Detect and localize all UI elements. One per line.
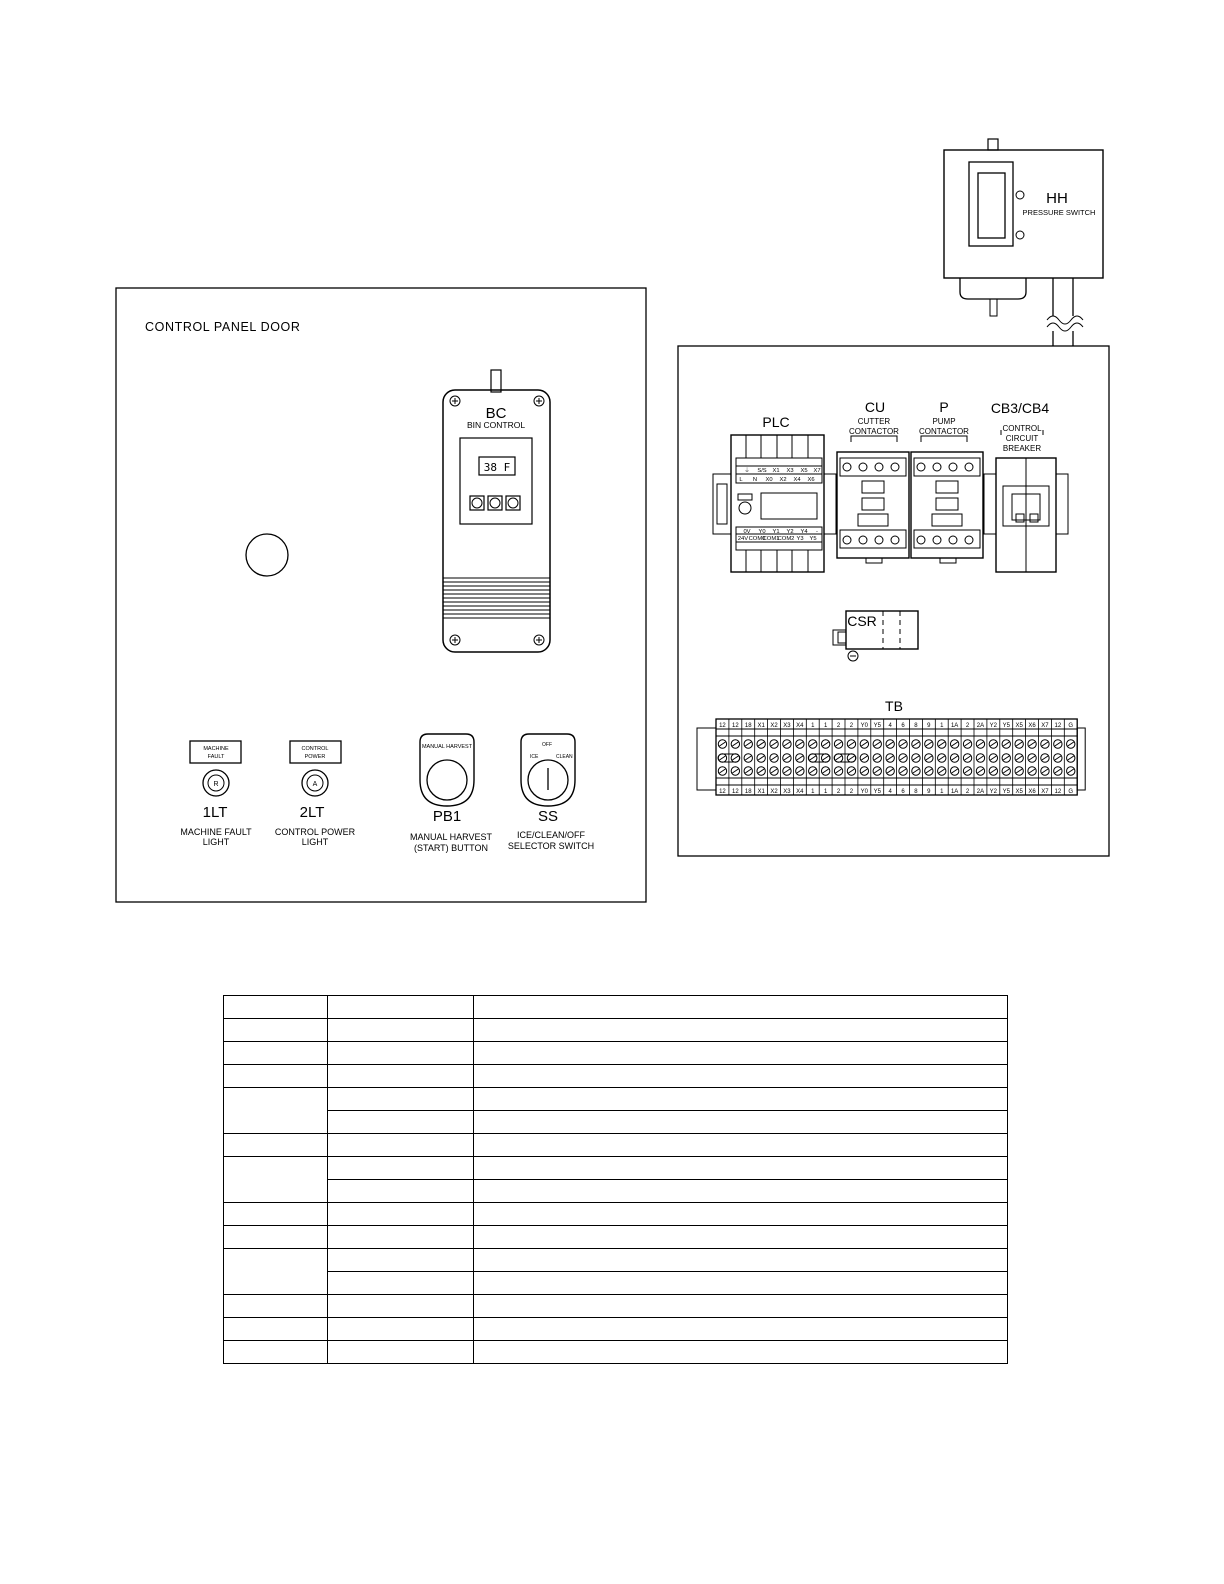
terminal-screw-slot bbox=[952, 742, 958, 746]
terminal-screw-slot bbox=[836, 769, 842, 773]
terminal-screw-slot bbox=[1016, 756, 1022, 760]
terminal-label-top: 6 bbox=[901, 723, 905, 729]
breaker-label: CONTROL bbox=[1002, 424, 1042, 433]
plc-terminal-label: X0 bbox=[765, 477, 773, 483]
terminal-screw-slot bbox=[861, 742, 867, 746]
terminal-screw-slot bbox=[810, 769, 816, 773]
table-row bbox=[224, 1157, 1008, 1180]
terminal-block bbox=[697, 698, 1085, 795]
table-cell bbox=[474, 1272, 1008, 1295]
terminal-screw-slot bbox=[1003, 756, 1009, 760]
light-description-line: LIGHT bbox=[301, 837, 329, 847]
selector-pos-off: OFF bbox=[542, 742, 552, 748]
plc-terminal-label: - bbox=[816, 529, 818, 535]
terminal-screw-slot bbox=[732, 742, 738, 746]
table-row bbox=[224, 1249, 1008, 1272]
light-description-line: MACHINE FAULT bbox=[180, 827, 252, 837]
terminal-screw-slot bbox=[758, 756, 764, 760]
table-cell bbox=[328, 1180, 474, 1203]
control-panel-door bbox=[116, 288, 646, 902]
cutter-contactor-label: CONTACTOR bbox=[849, 427, 899, 436]
terminal-screw-slot bbox=[965, 769, 971, 773]
terminal-label-bottom: X4 bbox=[796, 789, 804, 795]
terminal-screw-slot bbox=[990, 742, 996, 746]
terminal-screw-slot bbox=[732, 769, 738, 773]
table-cell bbox=[474, 1226, 1008, 1249]
light-description-line: LIGHT bbox=[202, 837, 230, 847]
table-row bbox=[224, 1295, 1008, 1318]
terminal-screw-slot bbox=[745, 742, 751, 746]
terminal-label-bottom: X2 bbox=[770, 789, 778, 795]
bin-control-vent-ribs bbox=[443, 578, 550, 618]
terminal-screw-slot bbox=[1029, 756, 1035, 760]
terminal-label-bottom: Y0 bbox=[860, 789, 869, 795]
terminal-screw-slot bbox=[977, 742, 983, 746]
table-cell bbox=[224, 1134, 328, 1157]
terminal-screw-slot bbox=[823, 742, 829, 746]
terminal-label-bottom: 12 bbox=[719, 789, 726, 795]
terminal-screw-slot bbox=[913, 742, 919, 746]
terminal-label-top: 1 bbox=[811, 723, 815, 729]
pump-contactor-label: CONTACTOR bbox=[919, 427, 969, 436]
terminal-label-top: 12 bbox=[719, 723, 726, 729]
terminal-screw-slot bbox=[784, 769, 790, 773]
pump-contactor-label: PUMP bbox=[932, 417, 956, 426]
csr-tag: CSR bbox=[847, 613, 877, 629]
table-cell bbox=[224, 1203, 328, 1226]
terminal-label-top: 2 bbox=[965, 723, 970, 729]
terminal-label-top: 2 bbox=[836, 723, 841, 729]
machine-fault-lens-letter: R bbox=[213, 781, 219, 788]
terminal-screw-slot bbox=[874, 756, 880, 760]
cutter-contactor bbox=[837, 399, 909, 563]
bin-control-tag: BC bbox=[485, 405, 507, 422]
pushbutton-tag: PB1 bbox=[432, 808, 462, 825]
terminal-label-bottom: 9 bbox=[927, 789, 931, 795]
cutter-contactor-label: CUTTER bbox=[857, 417, 891, 426]
terminal-screw-slot bbox=[836, 756, 842, 760]
machine-fault-tag: 1LT bbox=[202, 804, 228, 821]
door-title: CONTROL PANEL DOOR bbox=[145, 320, 301, 334]
terminal-label-bottom: 12 bbox=[732, 789, 739, 795]
terminal-label-bottom: Y2 bbox=[989, 789, 998, 795]
table-row bbox=[224, 1318, 1008, 1341]
terminal-screw-slot bbox=[848, 742, 854, 746]
current-sensing-relay bbox=[833, 611, 918, 661]
terminal-screw-slot bbox=[719, 742, 725, 746]
plc-terminal-label: L bbox=[739, 477, 743, 483]
table-cell bbox=[328, 1249, 474, 1272]
terminal-screw-slot bbox=[913, 769, 919, 773]
terminal-label-top: 8 bbox=[914, 723, 918, 729]
table-cell bbox=[474, 1019, 1008, 1042]
terminal-screw-slot bbox=[836, 742, 842, 746]
terminal-screw-slot bbox=[952, 769, 958, 773]
selector-switch bbox=[508, 734, 594, 851]
terminal-screw-slot bbox=[939, 756, 945, 760]
terminal-label-top: 1A bbox=[950, 723, 959, 729]
terminal-block-tag: TB bbox=[885, 698, 903, 714]
terminal-screw-slot bbox=[1029, 769, 1035, 773]
table-cell bbox=[224, 1157, 328, 1203]
terminal-label-top: Y2 bbox=[989, 723, 998, 729]
table-cell bbox=[474, 1042, 1008, 1065]
table-cell bbox=[224, 1088, 328, 1134]
terminal-screw-slot bbox=[861, 756, 867, 760]
terminal-label-bottom: X6 bbox=[1028, 789, 1036, 795]
table-cell bbox=[328, 996, 474, 1019]
table-cell bbox=[224, 996, 328, 1019]
terminal-screw-slot bbox=[1068, 742, 1074, 746]
table-cell bbox=[224, 1249, 328, 1295]
table-cell bbox=[474, 1295, 1008, 1318]
plc-terminal-label: X5 bbox=[800, 468, 808, 474]
table-cell bbox=[224, 1042, 328, 1065]
control-power-lens-letter: A bbox=[312, 781, 318, 788]
table-row bbox=[224, 1019, 1008, 1042]
plc-terminal-label: Y0 bbox=[758, 529, 766, 535]
terminal-screw-slot bbox=[965, 742, 971, 746]
terminal-screw-slot bbox=[990, 769, 996, 773]
terminal-screw-slot bbox=[1016, 742, 1022, 746]
table-row bbox=[224, 1065, 1008, 1088]
plc-terminal-label: Y3 bbox=[796, 536, 804, 542]
table-cell bbox=[328, 1226, 474, 1249]
table-cell bbox=[328, 1295, 474, 1318]
terminal-strip bbox=[697, 719, 1085, 795]
terminal-label-bottom: 1 bbox=[940, 789, 944, 795]
terminal-screw-slot bbox=[887, 756, 893, 760]
selector-description-line: SELECTOR SWITCH bbox=[507, 841, 595, 851]
pressure-switch-label: PRESSURE SWITCH bbox=[1022, 208, 1096, 217]
terminal-screw-slot bbox=[990, 756, 996, 760]
terminal-label-top: X7 bbox=[1041, 723, 1049, 729]
terminal-screw-slot bbox=[719, 756, 725, 760]
bin-control-display: 38 F bbox=[483, 461, 511, 474]
terminal-label-bottom: 1 bbox=[823, 789, 828, 795]
table-cell bbox=[328, 1088, 474, 1111]
terminal-screw-slot bbox=[939, 742, 945, 746]
control-power-light bbox=[275, 741, 356, 847]
terminal-screw-slot bbox=[810, 742, 816, 746]
terminal-screw-slot bbox=[823, 769, 829, 773]
table-cell bbox=[328, 1157, 474, 1180]
plc-terminal-label: N bbox=[752, 477, 758, 483]
terminal-screw-slot bbox=[874, 769, 880, 773]
table-cell bbox=[224, 1318, 328, 1341]
terminal-label-bottom: G bbox=[1068, 789, 1074, 795]
manual-harvest-button[interactable] bbox=[427, 760, 467, 800]
plc-terminal-label: S/S bbox=[757, 468, 767, 474]
table-cell bbox=[328, 1111, 474, 1134]
legend-table bbox=[223, 995, 1008, 1364]
manual-harvest-pushbutton bbox=[410, 734, 493, 853]
terminal-label-top: 1 bbox=[940, 723, 944, 729]
plc-terminal-label: Y1 bbox=[772, 529, 780, 535]
terminal-label-bottom: 1 bbox=[811, 789, 815, 795]
terminal-screw-slot bbox=[952, 756, 958, 760]
terminal-screw-slot bbox=[1068, 769, 1074, 773]
terminal-label-top: Y5 bbox=[1002, 723, 1010, 729]
terminal-screw-slot bbox=[1042, 742, 1048, 746]
terminal-label-top: X1 bbox=[757, 723, 765, 729]
terminal-screw-slot bbox=[977, 756, 983, 760]
plc-terminal-label: X4 bbox=[793, 477, 801, 483]
table-cell bbox=[224, 1019, 328, 1042]
table-cell bbox=[328, 1065, 474, 1088]
table-row bbox=[224, 1226, 1008, 1249]
terminal-label-top: 9 bbox=[927, 723, 931, 729]
terminal-screw-slot bbox=[1016, 769, 1022, 773]
terminal-label-bottom: 12 bbox=[1054, 789, 1062, 795]
terminal-screw-slot bbox=[719, 769, 725, 773]
table-cell bbox=[224, 1295, 328, 1318]
terminal-label-bottom: 2 bbox=[836, 789, 841, 795]
light-plate-line: CONTROL bbox=[301, 746, 329, 752]
light-plate-line: MACHINE bbox=[203, 746, 229, 752]
plc-terminal-label: COM1 bbox=[762, 536, 780, 542]
table-row bbox=[224, 1042, 1008, 1065]
table-cell bbox=[328, 1203, 474, 1226]
selector-pos-clean: CLEAN bbox=[556, 754, 573, 760]
table-cell bbox=[328, 1134, 474, 1157]
terminal-end-stop bbox=[697, 728, 716, 790]
table-cell bbox=[224, 1065, 328, 1088]
terminal-screw-slot bbox=[1029, 742, 1035, 746]
terminal-screw-slot bbox=[900, 756, 906, 760]
breaker-label: CIRCUIT bbox=[1005, 434, 1039, 443]
terminal-label-bottom: 2 bbox=[849, 789, 854, 795]
plc-tag: PLC bbox=[762, 414, 790, 430]
plc-terminal-label: 0V bbox=[743, 529, 751, 535]
terminal-label-bottom: X7 bbox=[1041, 789, 1049, 795]
terminal-screw-slot bbox=[784, 742, 790, 746]
table-row bbox=[224, 1134, 1008, 1157]
selector-pos-ice: ICE bbox=[530, 754, 539, 760]
selector-tag: SS bbox=[537, 808, 559, 825]
terminal-screw-slot bbox=[926, 742, 932, 746]
terminal-screw-slot bbox=[848, 769, 854, 773]
terminal-label-top: 2 bbox=[849, 723, 854, 729]
terminal-label-bottom: 2A bbox=[976, 789, 985, 795]
terminal-label-top: Y0 bbox=[860, 723, 869, 729]
terminal-label-bottom: Y5 bbox=[1002, 789, 1010, 795]
terminal-screw-slot bbox=[1003, 769, 1009, 773]
pushbutton-plate: MANUAL HARVEST bbox=[421, 744, 473, 750]
terminal-screw-slot bbox=[758, 769, 764, 773]
table-cell bbox=[474, 1180, 1008, 1203]
table-cell bbox=[328, 1318, 474, 1341]
terminal-label-bottom: 1A bbox=[950, 789, 959, 795]
terminal-screw-slot bbox=[887, 769, 893, 773]
terminal-label-top: 18 bbox=[744, 723, 752, 729]
terminal-screw-slot bbox=[1055, 742, 1061, 746]
terminal-label-top: X3 bbox=[783, 723, 791, 729]
terminal-screw-slot bbox=[848, 756, 854, 760]
terminal-end-stop bbox=[1077, 728, 1085, 790]
table-cell bbox=[474, 1203, 1008, 1226]
terminal-label-top: G bbox=[1068, 723, 1074, 729]
table-row bbox=[224, 1088, 1008, 1111]
table-cell bbox=[474, 1134, 1008, 1157]
table-cell bbox=[474, 1065, 1008, 1088]
terminal-screw-slot bbox=[965, 756, 971, 760]
light-description-line: CONTROL POWER bbox=[274, 827, 356, 837]
terminal-screw-slot bbox=[810, 756, 816, 760]
table-row bbox=[224, 1111, 1008, 1134]
terminal-screw-slot bbox=[771, 769, 777, 773]
terminal-screw-slot bbox=[900, 769, 906, 773]
terminal-screw-slot bbox=[1003, 742, 1009, 746]
table-cell bbox=[224, 1341, 328, 1364]
terminal-screw-slot bbox=[1055, 769, 1061, 773]
terminal-screw-slot bbox=[784, 756, 790, 760]
plc-terminal-label: X6 bbox=[807, 477, 815, 483]
machine-fault-light bbox=[180, 741, 252, 847]
plc-terminal-label: 24V bbox=[737, 536, 749, 542]
terminal-label-top: 4 bbox=[888, 723, 892, 729]
table-row bbox=[224, 1272, 1008, 1295]
table-cell bbox=[474, 996, 1008, 1019]
terminal-label-top: X5 bbox=[1015, 723, 1023, 729]
terminal-screw-slot bbox=[797, 742, 803, 746]
control-circuit-breaker bbox=[984, 400, 1068, 572]
table-cell bbox=[474, 1088, 1008, 1111]
table-cell bbox=[474, 1157, 1008, 1180]
plc-terminal-label: X3 bbox=[786, 468, 794, 474]
plc-terminal-label: COM0 bbox=[748, 536, 766, 542]
terminal-label-top: X2 bbox=[770, 723, 778, 729]
terminal-label-bottom: X1 bbox=[757, 789, 765, 795]
terminal-label-bottom: 2 bbox=[965, 789, 970, 795]
terminal-screw-slot bbox=[758, 742, 764, 746]
plc-terminal-label: ⏚ bbox=[744, 468, 750, 474]
terminal-label-bottom: X5 bbox=[1015, 789, 1023, 795]
terminal-screw-slot bbox=[1042, 756, 1048, 760]
terminal-screw-slot bbox=[797, 756, 803, 760]
terminal-screw-slot bbox=[771, 756, 777, 760]
terminal-label-top: 2A bbox=[976, 723, 985, 729]
light-plate-line: FAULT bbox=[207, 754, 225, 760]
table-cell bbox=[328, 1042, 474, 1065]
terminal-screw-slot bbox=[771, 742, 777, 746]
selector-description-line: ICE/CLEAN/OFF bbox=[516, 830, 586, 840]
pushbutton-description-line: MANUAL HARVEST bbox=[409, 832, 493, 842]
table-cell bbox=[328, 1019, 474, 1042]
plc-terminal-label: Y5 bbox=[809, 536, 817, 542]
plc bbox=[713, 414, 836, 572]
terminal-screw-slot bbox=[732, 756, 738, 760]
terminal-screw-slot bbox=[926, 756, 932, 760]
table-cell bbox=[474, 1318, 1008, 1341]
control-power-tag: 2LT bbox=[299, 804, 325, 821]
pushbutton-description-line: (START) BUTTON bbox=[414, 843, 488, 853]
terminal-screw-slot bbox=[900, 742, 906, 746]
table-cell bbox=[328, 1341, 474, 1364]
plc-terminal-label: X2 bbox=[779, 477, 787, 483]
table-cell bbox=[224, 1226, 328, 1249]
cutter-contactor-tag: CU bbox=[864, 399, 886, 415]
breaker-tag: CB3/CB4 bbox=[990, 400, 1050, 416]
terminal-screw-slot bbox=[1055, 756, 1061, 760]
terminal-label-bottom: 4 bbox=[888, 789, 892, 795]
terminal-screw-slot bbox=[926, 769, 932, 773]
terminal-screw-slot bbox=[823, 756, 829, 760]
pump-contactor-tag: P bbox=[939, 399, 949, 415]
terminal-label-bottom: 8 bbox=[914, 789, 918, 795]
table-cell bbox=[474, 1341, 1008, 1364]
terminal-screw-slot bbox=[874, 742, 880, 746]
bin-control-buttons[interactable] bbox=[470, 496, 520, 510]
table-row bbox=[224, 1203, 1008, 1226]
terminal-label-bottom: Y5 bbox=[873, 789, 881, 795]
pressure-switch-tag: HH bbox=[1046, 190, 1068, 207]
terminal-screw-slot bbox=[913, 756, 919, 760]
terminal-label-top: X4 bbox=[796, 723, 804, 729]
terminal-label-bottom: X3 bbox=[783, 789, 791, 795]
terminal-screw-slot bbox=[745, 769, 751, 773]
table-row bbox=[224, 996, 1008, 1019]
terminal-label-top: Y5 bbox=[873, 723, 881, 729]
bin-control-label: BIN CONTROL bbox=[466, 420, 526, 430]
table-cell bbox=[474, 1249, 1008, 1272]
breaker-label: BREAKER bbox=[1002, 444, 1042, 453]
pressure-switch bbox=[944, 139, 1103, 346]
table-row bbox=[224, 1180, 1008, 1203]
table-cell bbox=[474, 1111, 1008, 1134]
door-knockout-hole bbox=[246, 534, 288, 576]
terminal-screw-slot bbox=[745, 756, 751, 760]
pump-contactor bbox=[911, 399, 983, 563]
terminal-screw-slot bbox=[861, 769, 867, 773]
plc-terminal-label: COM2 bbox=[777, 536, 795, 542]
terminal-label-top: 1 bbox=[823, 723, 828, 729]
plc-terminal-label: X1 bbox=[772, 468, 780, 474]
plc-terminal-label: X7 bbox=[813, 468, 821, 474]
terminal-label-top: 12 bbox=[732, 723, 739, 729]
terminal-screw-slot bbox=[1068, 756, 1074, 760]
light-plate-line: POWER bbox=[304, 754, 326, 760]
table-row bbox=[224, 1341, 1008, 1364]
terminal-label-bottom: 18 bbox=[744, 789, 752, 795]
terminal-label-bottom: 6 bbox=[901, 789, 905, 795]
bin-control-unit bbox=[443, 370, 550, 652]
terminal-screw-slot bbox=[797, 769, 803, 773]
terminal-screw-slot bbox=[1042, 769, 1048, 773]
terminal-label-top: X6 bbox=[1028, 723, 1036, 729]
plc-terminal-label: Y2 bbox=[786, 529, 794, 535]
terminal-screw-slot bbox=[887, 742, 893, 746]
plc-terminal-label: Y4 bbox=[800, 529, 808, 535]
terminal-screw-slot bbox=[939, 769, 945, 773]
table-cell bbox=[328, 1272, 474, 1295]
terminal-label-top: 12 bbox=[1054, 723, 1062, 729]
control-panel-backplate bbox=[678, 346, 1109, 856]
terminal-screw-slot bbox=[977, 769, 983, 773]
